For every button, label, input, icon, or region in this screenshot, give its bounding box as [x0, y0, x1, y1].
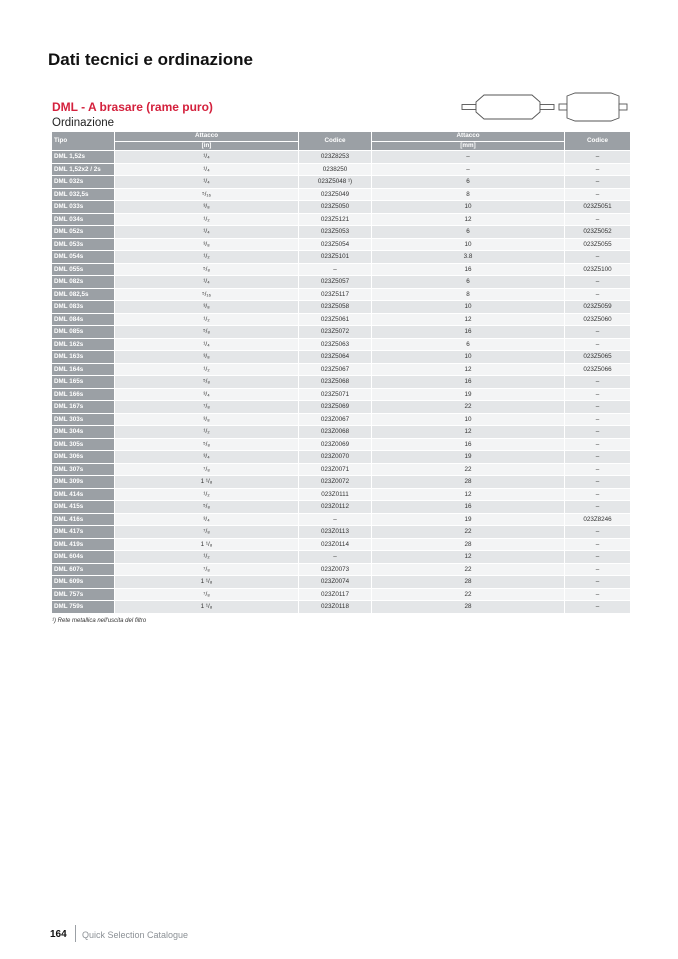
cell-codice-2: –: [565, 188, 631, 201]
cell-codice-1: 023Z0073: [299, 563, 372, 576]
cell-attacco-mm: 10: [372, 413, 565, 426]
cell-codice-2: –: [565, 538, 631, 551]
cell-attacco-mm: 16: [372, 438, 565, 451]
header-attacco-in: Attacco: [115, 132, 299, 142]
cell-attacco-mm: 8: [372, 188, 565, 201]
cell-codice-2: –: [565, 151, 631, 164]
cell-codice-2: –: [565, 376, 631, 389]
table-row: [52, 226, 631, 239]
cell-codice-1: 023Z5117: [299, 288, 372, 301]
table-row: [52, 438, 631, 451]
cell-attacco-mm: 19: [372, 451, 565, 464]
cell-codice-2: –: [565, 601, 631, 614]
table-row: [52, 176, 631, 189]
cell-tipo: DML 609s: [52, 576, 115, 589]
cell-attacco-in: ⁵/₈: [115, 501, 299, 514]
cell-codice-2: –: [565, 388, 631, 401]
footer-divider: [75, 925, 76, 942]
cell-codice-2: 023Z8246: [565, 513, 631, 526]
cell-attacco-mm: –: [372, 151, 565, 164]
cell-attacco-in: ⁵/₈: [115, 263, 299, 276]
table-body: [52, 151, 631, 614]
cell-attacco-mm: –: [372, 163, 565, 176]
cell-codice-1: 023Z0072: [299, 476, 372, 489]
cell-codice-2: 023Z5100: [565, 263, 631, 276]
table-row: [52, 388, 631, 401]
cell-attacco-in: ⁵/₈: [115, 438, 299, 451]
cell-attacco-mm: 16: [372, 326, 565, 339]
cell-codice-2: –: [565, 526, 631, 539]
table-row: [52, 363, 631, 376]
cell-tipo: DML 166s: [52, 388, 115, 401]
cell-tipo: DML 167s: [52, 401, 115, 414]
product-illustrations: [459, 90, 631, 124]
cell-tipo: DML 309s: [52, 476, 115, 489]
cell-attacco-in: ³/₄: [115, 451, 299, 464]
cell-codice-2: 023Z5055: [565, 238, 631, 251]
cell-codice-1: 023Z5064: [299, 351, 372, 364]
cell-tipo: DML 034s: [52, 213, 115, 226]
cell-tipo: DML 032s: [52, 176, 115, 189]
cell-codice-1: 023Z5050: [299, 201, 372, 214]
cell-tipo: DML 033s: [52, 201, 115, 214]
cell-codice-2: –: [565, 213, 631, 226]
cell-attacco-mm: 16: [372, 263, 565, 276]
cell-codice-2: 023Z5065: [565, 351, 631, 364]
cell-codice-1: 023Z0067: [299, 413, 372, 426]
cell-codice-1: 0238250: [299, 163, 372, 176]
cell-tipo: DML 085s: [52, 326, 115, 339]
cell-attacco-in: 1 ¹/₈: [115, 476, 299, 489]
table-row: [52, 401, 631, 414]
cell-tipo: DML 054s: [52, 251, 115, 264]
cell-attacco-in: 1 ¹/₈: [115, 538, 299, 551]
cell-attacco-in: ¹/₄: [115, 276, 299, 289]
cell-codice-1: 023Z5067: [299, 363, 372, 376]
header-codice-1: Codice: [299, 132, 372, 151]
cell-codice-1: 023Z0114: [299, 538, 372, 551]
cell-tipo: DML 052s: [52, 226, 115, 239]
cell-codice-2: 023Z5059: [565, 301, 631, 314]
cell-codice-2: –: [565, 476, 631, 489]
section-title: DML - A brasare (rame puro): [52, 100, 213, 114]
cell-attacco-mm: 28: [372, 476, 565, 489]
table-row: [52, 513, 631, 526]
cell-codice-1: 023Z5049: [299, 188, 372, 201]
cell-attacco-in: ¹/₄: [115, 338, 299, 351]
cell-attacco-mm: 6: [372, 276, 565, 289]
cell-attacco-in: ¹/₄: [115, 176, 299, 189]
cell-attacco-in: ³/₈: [115, 351, 299, 364]
table-row: [52, 551, 631, 564]
table-row: [52, 501, 631, 514]
page-title: Dati tecnici e ordinazione: [48, 50, 253, 69]
cell-codice-1: 023Z0117: [299, 588, 372, 601]
cell-attacco-in: ⁵/₈: [115, 376, 299, 389]
cell-tipo: DML 607s: [52, 563, 115, 576]
cell-tipo: DML 1,52x2 / 2s: [52, 163, 115, 176]
cell-attacco-mm: 22: [372, 401, 565, 414]
cell-attacco-in: ³/₈: [115, 238, 299, 251]
cell-tipo: DML 055s: [52, 263, 115, 276]
cell-codice-2: –: [565, 288, 631, 301]
cell-codice-2: –: [565, 401, 631, 414]
footer-label: Quick Selection Catalogue: [82, 930, 189, 940]
table-row: [52, 213, 631, 226]
header-unit-in: [in]: [115, 141, 299, 151]
cell-tipo: DML 163s: [52, 351, 115, 364]
table-row: [52, 451, 631, 464]
cell-codice-1: 023Z0068: [299, 426, 372, 439]
cell-tipo: DML 082,5s: [52, 288, 115, 301]
cell-codice-2: –: [565, 163, 631, 176]
cell-codice-1: –: [299, 551, 372, 564]
cell-codice-1: 023Z0071: [299, 463, 372, 476]
cell-attacco-mm: 12: [372, 426, 565, 439]
cell-attacco-in: 1 ¹/₈: [115, 601, 299, 614]
cell-attacco-in: ⁷/₈: [115, 588, 299, 601]
table-row: [52, 476, 631, 489]
cell-codice-1: 023Z5072: [299, 326, 372, 339]
cell-attacco-mm: 12: [372, 551, 565, 564]
cell-attacco-mm: 19: [372, 388, 565, 401]
cell-codice-1: 023Z5057: [299, 276, 372, 289]
cell-codice-2: –: [565, 438, 631, 451]
cell-attacco-mm: 6: [372, 226, 565, 239]
cell-codice-2: –: [565, 576, 631, 589]
cell-attacco-mm: 12: [372, 488, 565, 501]
cell-attacco-in: ³/₈: [115, 301, 299, 314]
table-row: [52, 151, 631, 164]
cell-codice-2: –: [565, 463, 631, 476]
cell-codice-1: –: [299, 513, 372, 526]
table-row: [52, 563, 631, 576]
cell-codice-2: –: [565, 451, 631, 464]
page-number: 164: [50, 929, 67, 940]
cell-codice-1: 023Z0113: [299, 526, 372, 539]
table-row: [52, 488, 631, 501]
cell-tipo: DML 162s: [52, 338, 115, 351]
cell-attacco-in: 1 ¹/₈: [115, 576, 299, 589]
cell-codice-2: –: [565, 251, 631, 264]
cell-attacco-in: ⁵/₁₆: [115, 288, 299, 301]
cell-tipo: DML 757s: [52, 588, 115, 601]
cell-attacco-mm: 28: [372, 538, 565, 551]
cell-attacco-mm: 16: [372, 376, 565, 389]
table-row: [52, 588, 631, 601]
cell-attacco-mm: 28: [372, 601, 565, 614]
cell-tipo: DML 082s: [52, 276, 115, 289]
cell-codice-1: 023Z0074: [299, 576, 372, 589]
cell-tipo: DML 415s: [52, 501, 115, 514]
table-row: [52, 201, 631, 214]
cell-codice-1: 023Z5058: [299, 301, 372, 314]
ordering-table: [51, 131, 631, 614]
header-tipo: Tipo: [52, 132, 115, 151]
table-row: [52, 188, 631, 201]
cell-tipo: DML 307s: [52, 463, 115, 476]
cell-attacco-in: ⁷/₈: [115, 563, 299, 576]
cell-codice-2: –: [565, 276, 631, 289]
cell-attacco-mm: 22: [372, 588, 565, 601]
table-row: [52, 238, 631, 251]
cell-tipo: DML 165s: [52, 376, 115, 389]
cell-attacco-in: ¹/₄: [115, 163, 299, 176]
cell-codice-1: 023Z5063: [299, 338, 372, 351]
table-row: [52, 376, 631, 389]
cell-attacco-mm: 19: [372, 513, 565, 526]
table-row: [52, 276, 631, 289]
table-row: [52, 263, 631, 276]
cell-codice-1: 023Z5069: [299, 401, 372, 414]
cell-tipo: DML 084s: [52, 313, 115, 326]
cell-tipo: DML 1,52s: [52, 151, 115, 164]
table-row: [52, 426, 631, 439]
table-row: [52, 526, 631, 539]
cell-codice-1: 023Z0111: [299, 488, 372, 501]
cell-attacco-in: ³/₈: [115, 201, 299, 214]
cell-codice-2: 023Z5066: [565, 363, 631, 376]
cell-attacco-mm: 6: [372, 176, 565, 189]
cell-attacco-mm: 10: [372, 351, 565, 364]
cell-codice-2: –: [565, 326, 631, 339]
cell-attacco-in: ¹/₂: [115, 488, 299, 501]
cell-tipo: DML 417s: [52, 526, 115, 539]
cell-attacco-mm: 8: [372, 288, 565, 301]
cell-attacco-in: ³/₄: [115, 388, 299, 401]
cell-attacco-in: ³/₈: [115, 413, 299, 426]
cell-attacco-mm: 10: [372, 238, 565, 251]
footnote: ¹) Rete metallica nell'uscita del filtro: [52, 618, 147, 624]
cell-codice-1: 023Z5054: [299, 238, 372, 251]
table-row: [52, 576, 631, 589]
table-row: [52, 538, 631, 551]
cell-attacco-in: ⁷/₈: [115, 401, 299, 414]
cell-attacco-mm: 22: [372, 463, 565, 476]
cell-codice-2: 023Z5060: [565, 313, 631, 326]
cell-attacco-in: ⁵/₁₆: [115, 188, 299, 201]
section-subtitle: Ordinazione: [52, 117, 115, 129]
cell-tipo: DML 414s: [52, 488, 115, 501]
cell-tipo: DML 304s: [52, 426, 115, 439]
header-codice-2: Codice: [565, 132, 631, 151]
cell-attacco-in: ¹/₂: [115, 363, 299, 376]
cell-tipo: DML 032,5s: [52, 188, 115, 201]
cell-codice-2: –: [565, 488, 631, 501]
cell-codice-1: 023Z5053: [299, 226, 372, 239]
cell-codice-2: 023Z5052: [565, 226, 631, 239]
cell-attacco-in: ⁷/₈: [115, 463, 299, 476]
cell-codice-1: 023Z5061: [299, 313, 372, 326]
cell-attacco-in: ⁷/₈: [115, 526, 299, 539]
table-row: [52, 288, 631, 301]
table-row: [52, 413, 631, 426]
table-row: [52, 313, 631, 326]
cell-tipo: DML 083s: [52, 301, 115, 314]
cell-attacco-mm: 22: [372, 563, 565, 576]
cell-codice-1: 023Z0069: [299, 438, 372, 451]
cell-codice-2: –: [565, 501, 631, 514]
cell-tipo: DML 416s: [52, 513, 115, 526]
table-row: [52, 326, 631, 339]
cell-tipo: DML 419s: [52, 538, 115, 551]
cell-attacco-mm: 10: [372, 301, 565, 314]
cell-attacco-mm: 12: [372, 213, 565, 226]
header-attacco-mm: Attacco: [372, 132, 565, 142]
cell-attacco-in: ¹/₂: [115, 551, 299, 564]
cell-attacco-mm: 6: [372, 338, 565, 351]
table-row: [52, 251, 631, 264]
cell-attacco-mm: 22: [372, 526, 565, 539]
cell-codice-1: 023Z5121: [299, 213, 372, 226]
cell-attacco-in: ¹/₂: [115, 213, 299, 226]
cell-codice-2: –: [565, 563, 631, 576]
cell-tipo: DML 306s: [52, 451, 115, 464]
table-row: [52, 338, 631, 351]
cell-codice-1: 023Z0070: [299, 451, 372, 464]
cell-attacco-mm: 12: [372, 363, 565, 376]
cell-codice-1: 023Z5071: [299, 388, 372, 401]
table-row: [52, 351, 631, 364]
cell-tipo: DML 305s: [52, 438, 115, 451]
cell-attacco-mm: 16: [372, 501, 565, 514]
cell-codice-1: –: [299, 263, 372, 276]
cell-attacco-mm: 12: [372, 313, 565, 326]
cell-tipo: DML 759s: [52, 601, 115, 614]
cell-codice-1: 023Z8253: [299, 151, 372, 164]
cell-codice-1: 023Z0118: [299, 601, 372, 614]
filter-drier-side-icon: [462, 95, 554, 119]
cell-attacco-in: ³/₄: [115, 513, 299, 526]
table-row: [52, 163, 631, 176]
cell-attacco-mm: 3.8: [372, 251, 565, 264]
cell-attacco-in: ¹/₄: [115, 226, 299, 239]
table-row: [52, 463, 631, 476]
cell-codice-1: 023Z0112: [299, 501, 372, 514]
cell-attacco-in: ¹/₂: [115, 426, 299, 439]
cell-attacco-in: ¹/₂: [115, 313, 299, 326]
cell-codice-2: 023Z5051: [565, 201, 631, 214]
cell-tipo: DML 303s: [52, 413, 115, 426]
table-row: [52, 301, 631, 314]
cell-tipo: DML 604s: [52, 551, 115, 564]
cell-codice-1: 023Z5048 ¹): [299, 176, 372, 189]
cell-codice-1: 023Z5068: [299, 376, 372, 389]
cell-codice-2: –: [565, 551, 631, 564]
cell-codice-1: 023Z5101: [299, 251, 372, 264]
filter-drier-outline-icon: [559, 93, 627, 121]
cell-codice-2: –: [565, 588, 631, 601]
table-row: [52, 601, 631, 614]
cell-attacco-in: ¹/₂: [115, 251, 299, 264]
header-unit-mm: [mm]: [372, 141, 565, 151]
cell-attacco-in: ¹/₄: [115, 151, 299, 164]
cell-codice-2: –: [565, 338, 631, 351]
cell-attacco-mm: 28: [372, 576, 565, 589]
cell-codice-2: –: [565, 426, 631, 439]
cell-codice-2: –: [565, 413, 631, 426]
cell-attacco-in: ⁵/₈: [115, 326, 299, 339]
cell-tipo: DML 053s: [52, 238, 115, 251]
cell-tipo: DML 164s: [52, 363, 115, 376]
cell-attacco-mm: 10: [372, 201, 565, 214]
cell-codice-2: –: [565, 176, 631, 189]
